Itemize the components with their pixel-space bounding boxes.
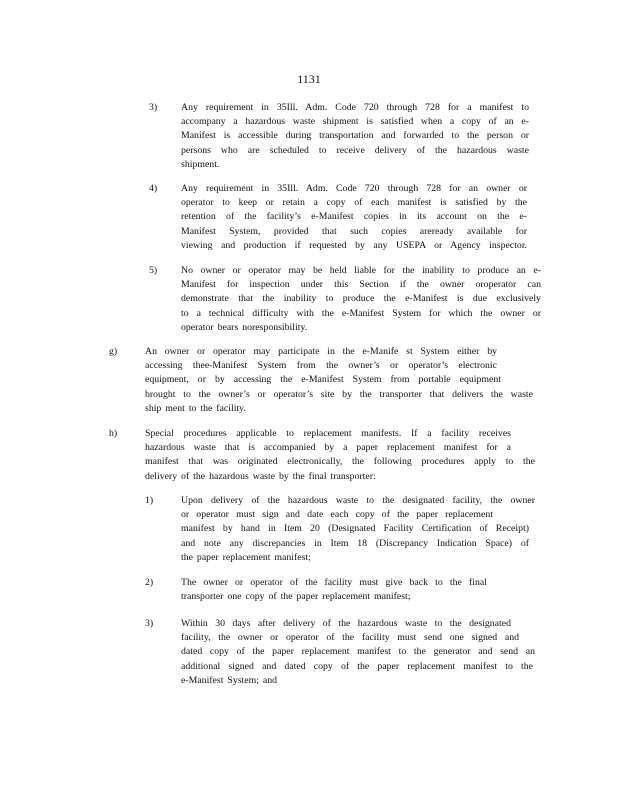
paragraph-line: and note any discrepancies in Item 18 (Discrepancy Indication Space) of <box>181 537 529 549</box>
item-marker: h) <box>109 428 118 439</box>
page-number: 1131 <box>297 72 321 86</box>
item-marker: 3) <box>149 102 158 113</box>
paragraph-line: to a technical difficulty with the e-Manifest System for which the owner or <box>181 307 541 319</box>
paragraph-item-1 <box>181 494 535 565</box>
paragraph-line: Any requirement in 35Ill. Adm. Code 720 through 728 for an owner or <box>181 183 527 194</box>
paragraph-item-3b <box>181 617 535 688</box>
paragraph-item-3 <box>181 101 529 172</box>
paragraph-line: Manifest is accessible during transportation and forwarded to the person or <box>181 130 529 142</box>
paragraph-line: Manifest for inspection under this Section if the owner oroperator can <box>181 279 541 291</box>
paragraph-line: Manifest System, provided that such copies areready available for <box>181 225 527 237</box>
paragraph-line: additional signed and dated copy of the paper replacement manifest to the <box>181 660 533 672</box>
paragraph-line: manifest by hand in Item 20 (Designated Facility Certification of Receipt) <box>181 523 529 535</box>
paragraph-line: Special procedures applicable to replacement manifests. If a facility receives <box>145 428 511 439</box>
paragraph-line: dated copy of the paper replacement manifest to the generator and send an <box>181 646 535 658</box>
paragraph-line: operator bears noresponsibility. <box>181 321 308 333</box>
paragraph-line: An owner or operator may participate in the e-Manife st System either by <box>145 346 497 357</box>
paragraph-line: The owner or operator of the facility must give back to the final <box>181 577 487 588</box>
paragraph-item-5 <box>181 264 541 335</box>
paragraph-line: brought to the owner’s or operator’s site by the transporter that delivers the waste <box>145 388 533 400</box>
paragraph-line: demonstrate that the inability to produce the e-Manifest is due exclusively <box>181 293 541 305</box>
paragraph-line: the paper replacement manifest; <box>181 551 311 563</box>
paragraph-item-2 <box>181 576 487 604</box>
item-marker: 5) <box>149 265 158 276</box>
item-marker: 2) <box>145 577 154 588</box>
paragraph-item-4 <box>181 182 527 253</box>
paragraph-line: Any requirement in 35Ill. Adm. Code 720 through 728 for a manifest to <box>181 102 529 113</box>
paragraph-line: or operator must sign and date each copy of the paper replacement <box>181 509 493 521</box>
paragraph-line: accompany a hazardous waste shipment is satisfied when a copy of an e- <box>181 116 529 128</box>
paragraph-line: persons who are scheduled to receive delivery of the hazardous waste <box>181 144 529 156</box>
paragraph-item-g <box>145 345 533 416</box>
item-marker: g) <box>109 346 118 357</box>
paragraph-line: viewing and production if requested by any USEPA or Agency inspector. <box>181 239 527 251</box>
paragraph-line: facility, the owner or operator of the facility must send one signed and <box>181 632 519 644</box>
paragraph-line: Upon delivery of the hazardous waste to the designated facility, the owner <box>181 495 535 506</box>
paragraph-line: Within 30 days after delivery of the hazardous waste to the designated <box>181 618 511 629</box>
item-marker: 4) <box>149 183 158 194</box>
paragraph-line: operator to keep or retain a copy of each manifest is satisfied by the <box>181 197 527 209</box>
paragraph-line: retention of the facility’s e-Manifest copies in its account on the e- <box>181 211 527 223</box>
item-marker: 1) <box>145 495 154 506</box>
paragraph-line: hazardous waste that is accompanied by a paper replacement manifest for a <box>145 442 511 454</box>
paragraph-line: transporter one copy of the paper replacement manifest; <box>181 591 411 603</box>
paragraph-line: manifest that was originated electronically, the following procedures apply to the <box>145 456 535 468</box>
paragraph-item-h <box>145 427 535 484</box>
paragraph-line: equipment, or by accessing the e-Manifest System from portable equipment <box>145 374 501 386</box>
paragraph-line: No owner or operator may be held liable for the inability to produce an e- <box>181 265 541 276</box>
paragraph-line: e-Manifest System; and <box>181 674 278 686</box>
paragraph-line: shipment. <box>181 158 220 170</box>
paragraph-line: ship ment to the facility. <box>145 402 246 414</box>
item-marker: 3) <box>145 618 154 629</box>
paragraph-line: accessing thee-Manifest System from the owner’s or operator’s electronic <box>145 360 497 372</box>
paragraph-line: delivery of the hazardous waste by the final transporter: <box>145 470 376 482</box>
